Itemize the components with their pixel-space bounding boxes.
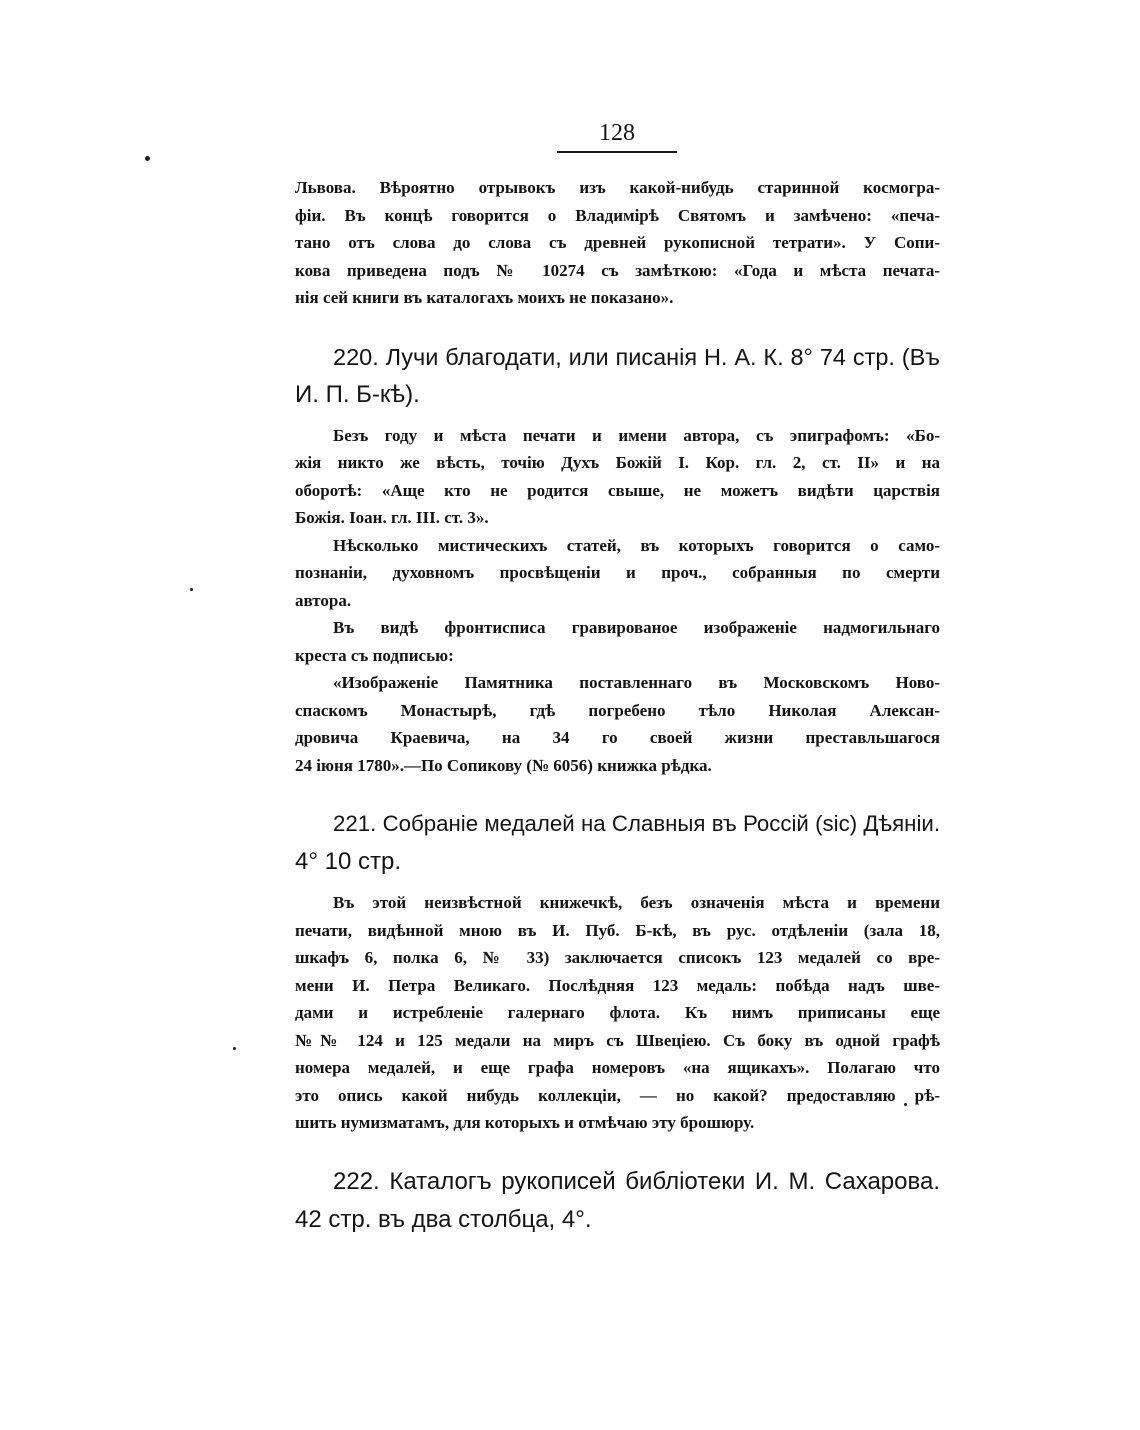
- text-line: Въ этой неизвѣстной книжечкѣ, безъ означенія мѣста и времени: [333, 893, 940, 912]
- text-line: дами и истребленіе галернаго флота. Къ нимъ приписаны еще: [295, 1003, 940, 1022]
- text-line: нія сей книги въ каталогахъ моихъ не показано».: [295, 288, 674, 307]
- page-number-rule: [557, 151, 677, 153]
- text-line: дровича Краевича, на 34 го своей жизни преставльшагося: [295, 728, 940, 747]
- text-line: фіи. Въ концѣ говорится о Владимірѣ Святомъ и замѣчено: «печа-: [295, 205, 940, 225]
- page-number: 128: [599, 120, 635, 146]
- text-line: креста съ подписью:: [295, 645, 454, 665]
- text-line: Въ видѣ фронтисписа гравированое изображеніе надмогильнаго: [333, 618, 940, 637]
- text-line: кова приведена подъ № 10274 съ замѣткою: «Года и мѣста печата-: [295, 260, 940, 280]
- text-line: жія никто же вѣсть, точію Духъ Божій I. Кор. гл. 2, ст. II» и на: [295, 453, 940, 472]
- entry-222: [295, 1163, 940, 1239]
- entry-221-heading-cont: 4° 10 стр.: [295, 848, 401, 875]
- text-line: шить нумизматамъ, для которыхъ и отмѣчаю эту брошюру.: [295, 1113, 755, 1132]
- text-line: тано отъ слова до слова съ древней рукописной тетрати». У Сопи-: [295, 233, 940, 252]
- text-line: 24 іюня 1780».—По Сопикову (№ 6056) книжка рѣдка.: [295, 755, 712, 775]
- scan-speck: [145, 156, 150, 161]
- entry-220-heading: 220. Лучи благодати, или писанія Н. А. К. 8° 74 стр. (Въ: [333, 343, 940, 370]
- entry-222-heading: 222. Каталогъ рукописей библіотеки И. М. Сахарова.: [333, 1167, 940, 1195]
- scan-speck: [190, 588, 193, 591]
- entry-220: [295, 338, 940, 780]
- text-line: мени И. Петра Великаго. Послѣдняя 123 медаль: побѣда надъ шве-: [295, 975, 940, 995]
- text-line: это опись какой нибудь коллекціи, — но какой? предоставляю рѣ-: [295, 1085, 940, 1105]
- text-line: познаніи, духовномъ просвѣщеніи и проч., собранныя по смерти: [295, 563, 940, 582]
- text-line: оборотѣ: «Аще кто не родится свыше, не можетъ видѣти царствія: [295, 480, 940, 500]
- scan-speck: [233, 1047, 236, 1050]
- text-line: Нѣсколько мистическихъ статей, въ которыхъ говорится о само-: [333, 535, 940, 555]
- entry-220-body: [295, 422, 940, 780]
- text-line: автора.: [295, 590, 352, 610]
- text-line: Божія. Іоан. гл. III. ст. 3».: [295, 508, 489, 527]
- text-line: Безъ году и мѣста печати и имени автора, съ эпиграфомъ: «Бо-: [333, 425, 940, 445]
- entry-222-heading-cont: 42 стр. въ два столбца, 4°.: [295, 1205, 592, 1233]
- text-column: [295, 174, 940, 1239]
- entry-220-heading-cont: И. П. Б-кѣ).: [295, 380, 420, 408]
- text-line: «Изображеніе Памятника поставленнаго въ Московскомъ Ново-: [333, 673, 940, 692]
- entry-221: [295, 805, 940, 1137]
- text-line: спаскомъ Монастырѣ, гдѣ погребено тѣло Николая Алексан-: [295, 700, 940, 720]
- entry-221-heading: 221. Собраніе медалей на Славныя въ Россій (sic) Дѣяніи.: [333, 811, 940, 836]
- intro-paragraph: [295, 174, 940, 312]
- entry-221-body: [295, 889, 940, 1137]
- text-line: номера медалей, и еще графа номеровъ «на ящикахъ». Полагаю что: [295, 1058, 940, 1077]
- text-line: №№ 124 и 125 медали на миръ съ Швеціею. Съ боку въ одной графѣ: [295, 1030, 940, 1050]
- text-line: Львова. Вѣроятно отрывокъ изъ какой-нибудь старинной космогра-: [295, 178, 940, 197]
- text-line: печати, видѣнной мною въ И. Пуб. Б-кѣ, въ рус. отдѣленіи (зала 18,: [295, 920, 940, 940]
- text-line: шкафъ 6, полка 6, № 33) заключается списокъ 123 медалей со вре-: [295, 948, 940, 967]
